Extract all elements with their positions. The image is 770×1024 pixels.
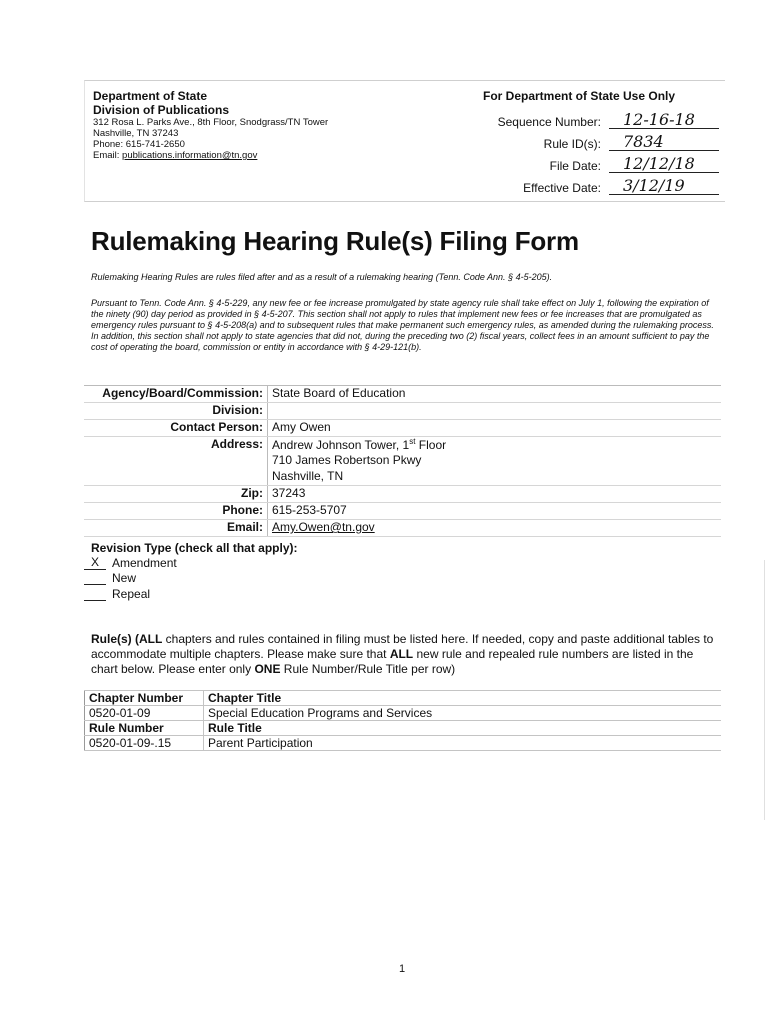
chapter-title-header: Chapter Title — [204, 691, 722, 706]
address-line-1-sup: st — [409, 437, 416, 446]
effective-date-row — [483, 175, 723, 197]
rule-title-header: Rule Title — [204, 721, 722, 736]
address-line-1-text: Andrew Johnson Tower, 1 — [272, 438, 410, 452]
contact-row — [84, 420, 721, 437]
email-label: Email: — [84, 520, 268, 537]
division-name: Division of Publications — [93, 103, 230, 117]
rule-header-row — [85, 721, 722, 736]
rules-instr-one: ONE — [254, 662, 281, 676]
zip-row — [84, 486, 721, 503]
division-value[interactable] — [268, 403, 722, 420]
address-spacer-3 — [84, 469, 268, 486]
file-date-value: 12/12/18 — [609, 153, 719, 173]
publisher-address: 312 Rosa L. Parks Ave., 8th Floor, Snodgrass/TN Tower — [93, 117, 329, 128]
address-row-1 — [84, 437, 721, 454]
division-row — [84, 403, 721, 420]
rule-id-value: 7834 — [609, 131, 719, 151]
address-line-1[interactable] — [268, 437, 722, 454]
zip-value[interactable]: 37243 — [268, 486, 722, 503]
address-spacer-2 — [84, 453, 268, 469]
rules-table — [84, 690, 721, 751]
file-date-label: File Date: — [549, 159, 601, 173]
header-box — [84, 80, 725, 202]
phone-row — [84, 503, 721, 520]
address-label: Address: — [84, 437, 268, 454]
division-label: Division: — [84, 403, 268, 420]
address-line-1-end: Floor — [415, 438, 447, 452]
rule-id-label: Rule ID(s): — [543, 137, 601, 151]
chapter-header-row — [85, 691, 722, 706]
page-number: 1 — [399, 963, 406, 975]
revision-option-new[interactable] — [84, 571, 136, 586]
revision-option-amendment[interactable] — [84, 556, 177, 571]
state-use-only — [483, 89, 723, 197]
chapter-number-header: Chapter Number — [85, 691, 204, 706]
state-use-only-title: For Department of State Use Only — [483, 89, 676, 103]
rules-instr-all-1: ALL — [139, 632, 163, 646]
file-date-row — [483, 153, 723, 175]
publisher-email-label: Email: — [93, 150, 123, 161]
agency-row — [84, 386, 721, 403]
rule-row — [85, 736, 722, 751]
phone-value[interactable]: 615-253-5707 — [268, 503, 722, 520]
zip-label: Zip: — [84, 486, 268, 503]
address-row-3 — [84, 469, 721, 486]
publisher-email-row — [93, 150, 423, 161]
repeal-checkmark[interactable] — [84, 587, 106, 601]
publisher-city: Nashville, TN 37243 — [93, 128, 179, 139]
publisher-phone: Phone: 615-741-2650 — [93, 139, 185, 150]
rules-instr-bold-1: Rule(s) ( — [91, 632, 139, 646]
amendment-label: Amendment — [112, 556, 177, 570]
chapter-number-cell[interactable]: 0520-01-09 — [85, 706, 204, 721]
address-line-2[interactable]: 710 James Robertson Pkwy — [272, 453, 422, 467]
phone-label: Phone: — [84, 503, 268, 520]
rules-instructions — [91, 632, 721, 677]
sequence-number-value: 12-16-18 — [609, 109, 719, 129]
sequence-number-row — [483, 109, 723, 131]
rule-id-row — [483, 131, 723, 153]
form-title: Rulemaking Hearing Rule(s) Filing Form — [91, 226, 579, 256]
address-row-2 — [84, 453, 721, 469]
sequence-number-label: Sequence Number: — [497, 115, 601, 129]
rules-instr-all-2: ALL — [389, 647, 414, 661]
agency-info-table — [84, 385, 721, 537]
rule-title-cell[interactable]: Parent Participation — [204, 736, 722, 751]
revision-type-title: Revision Type (check all that apply): — [91, 541, 298, 555]
agency-label: Agency/Board/Commission: — [84, 386, 268, 403]
email-value[interactable] — [268, 520, 722, 537]
publisher-info — [93, 89, 423, 161]
rule-number-header: Rule Number — [85, 721, 204, 736]
rules-instr-text-3: Rule Number/Rule Title per row) — [280, 662, 456, 676]
scan-edge-line — [764, 560, 765, 820]
contact-value[interactable]: Amy Owen — [268, 420, 722, 437]
pursuant-paragraph: Pursuant to Tenn. Code Ann. § 4-5-229, any new fee or fee increase promulgated by state agency rule shall take effect on July 1, following the expiration of the ninety (90) day period as provided in § 4-5-207. This section shall not apply to rules that implement new fees or fee increases that are promulgated as emergency rules pursuant to § 4-5-208(a) and to subsequent rules that make permanent such emergency rules, as amended during the rulemaking process. In addition, this section shall not apply to state agencies that did not, during the preceding two (2) fiscal years, collect fees in an amount sufficient to pay the cost of operating the board, commission or entity in accordance with § 4-29-121(b). — [91, 298, 714, 352]
amendment-checkmark[interactable]: X — [84, 556, 106, 570]
address-line-3[interactable]: Nashville, TN — [268, 469, 722, 486]
effective-date-value: 3/12/19 — [609, 175, 719, 195]
repeal-label: Repeal — [112, 587, 151, 601]
new-label: New — [112, 571, 137, 585]
effective-date-label: Effective Date: — [523, 181, 601, 195]
rules-instr-text-2: new rule and repealed rule numbers are listed in the chart below. Please enter only — [91, 647, 694, 676]
email-row — [84, 520, 721, 537]
revision-option-repeal[interactable] — [84, 587, 150, 602]
chapter-row — [85, 706, 722, 721]
agency-value[interactable]: State Board of Education — [268, 386, 722, 403]
chapter-title-cell[interactable]: Special Education Programs and Services — [204, 706, 722, 721]
rule-number-cell[interactable]: 0520-01-09-.15 — [85, 736, 204, 751]
publisher-email-link[interactable]: publications.information@tn.gov — [122, 150, 258, 161]
contact-label: Contact Person: — [84, 420, 268, 437]
rules-instr-text-1: chapters and rules contained in filing must be listed here. If needed, copy and paste additional tables to accommodate multiple chapters. Please make sure that — [91, 632, 714, 661]
department-name: Department of State — [93, 89, 208, 103]
new-checkmark[interactable] — [84, 571, 106, 585]
form-subtitle: Rulemaking Hearing Rules are rules filed after and as a result of a rulemaking hearing (Tenn. Code Ann. § 4-5-205). — [91, 272, 553, 282]
email-link[interactable]: Amy.Owen@tn.gov — [272, 520, 375, 534]
